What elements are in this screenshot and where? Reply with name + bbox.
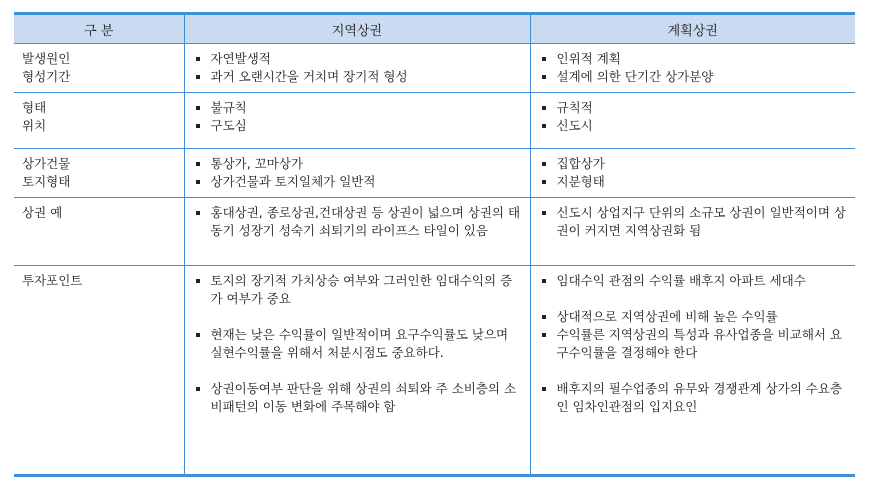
- regional-cell: [184, 198, 530, 266]
- table-row: [14, 44, 855, 93]
- planned-cell: [530, 266, 855, 475]
- header-regional-commercial-area: 지역상권: [184, 15, 530, 44]
- header-planned-commercial-area: 계획상권: [530, 15, 855, 44]
- regional-cell: [184, 93, 530, 149]
- table-row: [14, 266, 855, 475]
- list-item: 규칙적: [539, 99, 848, 117]
- list-item: 집합상가: [539, 155, 848, 173]
- row-label: [14, 198, 184, 266]
- list-item: 상대적으로 지역상권에 비해 높은 수익률: [539, 308, 848, 326]
- row-label-line: 투자포인트: [22, 273, 83, 288]
- row-label: [14, 93, 184, 149]
- list-item: 홍대상권, 종로상권,건대상권 등 상권이 넓으며 상권의 태동기 성장기 성숙기 쇠퇴기의 라이프스 타일이 있음: [193, 204, 522, 240]
- row-label-line: 위치: [22, 118, 47, 133]
- table-row: [14, 198, 855, 266]
- list-item: 구도심: [193, 117, 522, 135]
- regional-cell: [184, 149, 530, 198]
- list-item: 지분형태: [539, 173, 848, 191]
- list-item: 인위적 계획: [539, 50, 848, 68]
- list-item: 수익률른 지역상권의 특성과 유사업종을 비교해서 요구수익률을 결정해야 한다: [539, 326, 848, 362]
- list-item: 상권이동여부 판단을 위해 상권의 쇠퇴와 주 소비층의 소비패턴의 이동 변화에 주목해야 함: [193, 380, 522, 416]
- planned-cell: [530, 44, 855, 93]
- row-label-line: 토지형태: [22, 174, 71, 189]
- list-item: 상가건물과 토지일체가 일반적: [193, 173, 522, 191]
- list-item: 현재는 낮은 수익률이 일반적이며 요구수익률도 낮으며 실현수익률을 위해서 처분시점도 중요하다.: [193, 326, 522, 362]
- list-item: 설계에 의한 단기간 상가분양: [539, 68, 848, 86]
- row-label-line: 형성기간: [22, 69, 71, 84]
- table-row: [14, 93, 855, 149]
- list-item: 토지의 장기적 가치상승 여부와 그러인한 임대수익의 증가 여부가 중요: [193, 272, 522, 308]
- list-item: 자연발생적: [193, 50, 522, 68]
- regional-cell: [184, 44, 530, 93]
- planned-cell: [530, 149, 855, 198]
- row-label: [14, 149, 184, 198]
- row-label: [14, 266, 184, 475]
- regional-cell: [184, 266, 530, 475]
- header-category: 구 분: [14, 15, 184, 44]
- row-label-line: 상권 예: [22, 205, 63, 220]
- list-item: 불규칙: [193, 99, 522, 117]
- list-item: 배후지의 필수업종의 유무와 경쟁관계 상가의 수요층인 임차인관점의 입지요인: [539, 380, 848, 416]
- comparison-table-frame: [14, 12, 855, 477]
- list-item: 과거 오랜시간을 거치며 장기적 형성: [193, 68, 522, 86]
- header-row: [14, 15, 855, 44]
- planned-cell: [530, 198, 855, 266]
- list-item: 임대수익 관점의 수익률 배후지 아파트 세대수: [539, 272, 848, 290]
- row-label-line: 형태: [22, 100, 47, 115]
- table-row: [14, 149, 855, 198]
- list-item: 신도시 상업지구 단위의 소규모 상권이 일반적이며 상권이 커지면 지역상권화 됨: [539, 204, 848, 240]
- comparison-table: [14, 15, 855, 474]
- row-label-line: 상가건물: [22, 156, 71, 171]
- list-item: 통상가, 꼬마상가: [193, 155, 522, 173]
- list-item: 신도시: [539, 117, 848, 135]
- row-label: [14, 44, 184, 93]
- row-label-line: 발생원인: [22, 51, 71, 66]
- planned-cell: [530, 93, 855, 149]
